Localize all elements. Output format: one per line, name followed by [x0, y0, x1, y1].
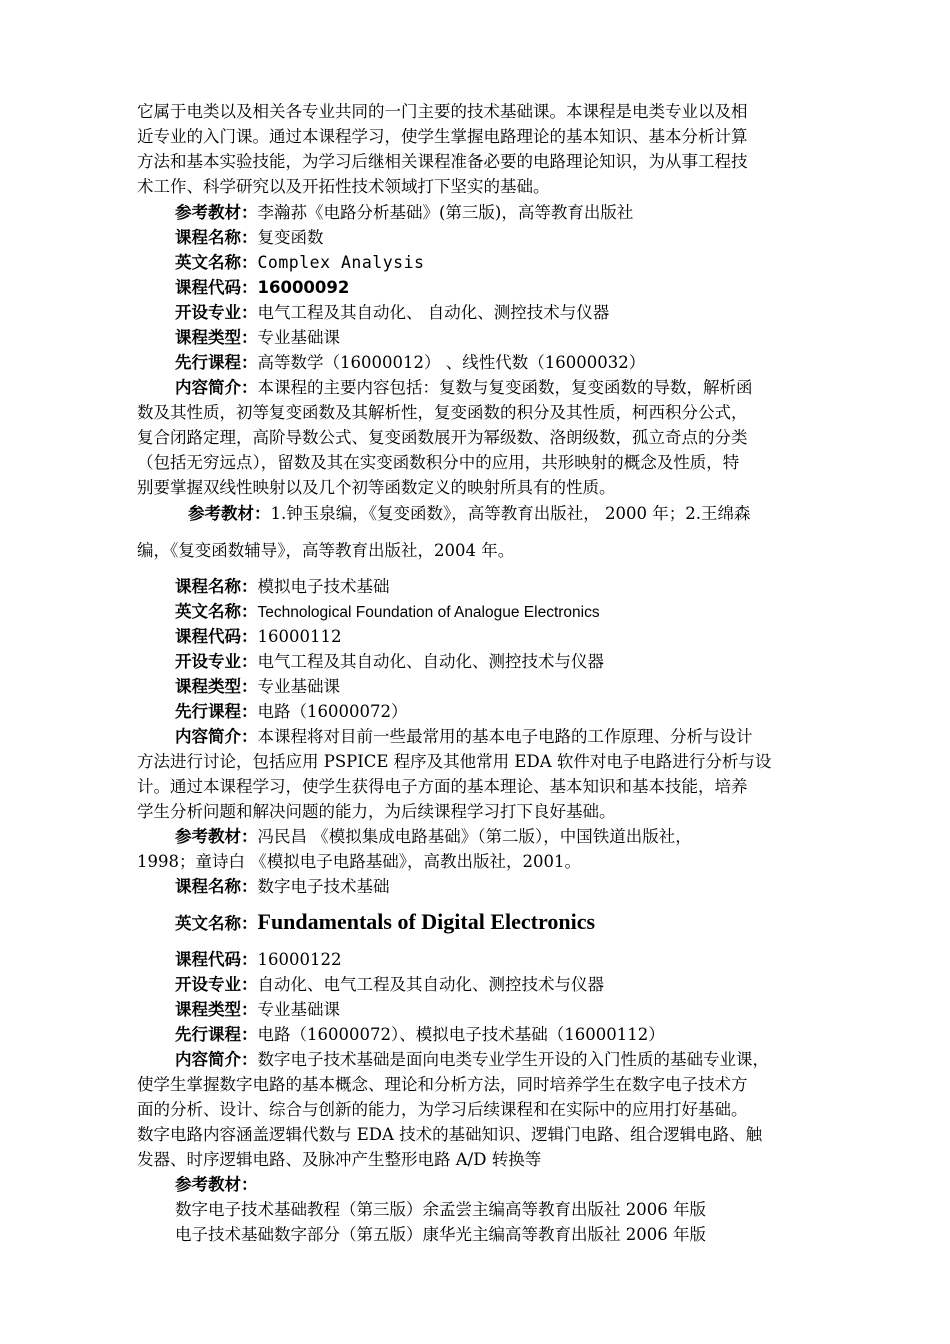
course1-intro-line: 复合闭路定理，高阶导数公式、复变函数展开为幂级数、洛朗级数，孤立奇点的分类	[137, 428, 748, 447]
course1-name-row	[175, 226, 915, 250]
field-label: 内容简介：	[175, 1050, 258, 1069]
field-label: 先行课程：	[175, 702, 258, 721]
course2-intro-row	[175, 725, 915, 749]
course3-intro-row	[175, 1048, 915, 1072]
course-type: 专业基础课	[257, 677, 340, 696]
intro-line: 方法和基本实验技能，为学习后继相关课程准备必要的电路理论知识，为从事工程技	[137, 152, 748, 171]
course3-name-row	[175, 875, 915, 899]
course1-code-row	[175, 276, 915, 300]
course1-prereq-row	[175, 351, 915, 375]
field-label: 课程名称：	[175, 228, 258, 247]
intro-line: 它属于电类以及相关各专业共同的一门主要的技术基础课。本课程是电类专业以及相	[137, 102, 748, 121]
course-english-name: Technological Foundation of Analogue Electronics	[257, 604, 600, 621]
course1-ref-line: 编，《复变函数辅导》，高等教育出版社，2004 年。	[137, 541, 515, 560]
intro-line: 近专业的入门课。通过本课程学习，使学生掌握电路理论的基本知识、基本分析计算	[137, 127, 748, 146]
field-label: 课程代码：	[175, 627, 258, 646]
course-major: 电气工程及其自动化、 自动化、测控技术与仪器	[257, 303, 610, 322]
field-label: 课程类型：	[175, 1000, 258, 1019]
course-name: 数字电子技术基础	[257, 877, 390, 896]
course3-code-row	[175, 948, 915, 972]
field-label: 英文名称：	[175, 602, 258, 621]
course3-intro-line: 面的分析、设计、综合与创新的能力，为学习后续课程和在实际中的应用打好基础。	[137, 1100, 748, 1119]
course-english-name: Complex Analysis	[257, 253, 425, 272]
course3-ref-line: 电子技术基础数字部分（第五版）康华光主编高等教育出版社 2006 年版	[175, 1225, 706, 1244]
course3-en-row	[175, 908, 915, 938]
course3-prereq-row	[175, 1023, 915, 1047]
course2-type-row	[175, 675, 915, 699]
course2-name-row	[175, 575, 915, 599]
course-intro-text: 数字电子技术基础是面向电类专业学生开设的入门性质的基础专业课，	[257, 1050, 769, 1069]
course1-major-row	[175, 301, 915, 325]
field-label: 先行课程：	[175, 1025, 258, 1044]
course-major: 电气工程及其自动化、自动化、测控技术与仪器	[257, 652, 604, 671]
course2-major-row	[175, 650, 915, 674]
course-major: 自动化、电气工程及其自动化、测控技术与仪器	[257, 975, 604, 994]
field-label: 课程代码：	[175, 278, 258, 297]
course2-code-row	[175, 625, 915, 649]
course1-intro-row	[175, 376, 915, 400]
course2-intro-line: 学生分析问题和解决问题的能力，为后续课程学习打下良好基础。	[137, 802, 616, 821]
course3-intro-line: 数字电路内容涵盖逻辑代数与 EDA 技术的基础知识、逻辑门电路、组合逻辑电路、触	[137, 1125, 763, 1144]
field-label: 英文名称：	[175, 914, 258, 933]
course-prereq: 电路（16000072）、模拟电子技术基础（16000112）	[257, 1025, 665, 1044]
course-prereq: 电路（16000072）	[257, 702, 408, 721]
intro-line: 术工作、科学研究以及开拓性技术领域打下坚实的基础。	[137, 177, 550, 196]
course-type: 专业基础课	[257, 328, 340, 347]
course2-ref-row	[175, 825, 915, 849]
field-label: 开设专业：	[175, 975, 258, 994]
course2-ref-line: 1998；童诗白 《模拟电子电路基础》，高教出版社，2001。	[137, 852, 581, 871]
field-label: 内容简介：	[175, 378, 258, 397]
course3-ref-label-row	[175, 1173, 915, 1197]
course-name: 复变函数	[257, 228, 324, 247]
field-label: 课程名称：	[175, 877, 258, 896]
field-label: 参考教材：	[188, 504, 271, 523]
course-intro-text: 本课程将对目前一些最常用的基本电子电路的工作原理、分析与设计	[257, 727, 753, 746]
course-type: 专业基础课	[257, 1000, 340, 1019]
field-label: 参考教材：	[175, 1175, 258, 1194]
course3-type-row	[175, 998, 915, 1022]
course-name: 模拟电子技术基础	[257, 577, 390, 596]
course2-prereq-row	[175, 700, 915, 724]
course-prereq: 高等数学（16000012） 、线性代数（16000032）	[257, 353, 646, 372]
course1-type-row	[175, 326, 915, 350]
course-reference: 冯民昌 《模拟集成电路基础》（第二版），中国铁道出版社，	[257, 827, 692, 846]
field-label: 参考教材：	[175, 203, 258, 222]
course1-intro-line: 数及其性质，初等复变函数及其解析性，复变函数的积分及其性质，柯西积分公式，	[137, 403, 748, 422]
intro-reference	[175, 201, 915, 225]
field-label: 课程名称：	[175, 577, 258, 596]
course3-intro-line: 发器、时序逻辑电路、及脉冲产生整形电路 A/D 转换等	[137, 1150, 542, 1169]
course1-intro-line: 别要掌握双线性映射以及几个初等函数定义的映射所具有的性质。	[137, 478, 616, 497]
field-label: 先行课程：	[175, 353, 258, 372]
course2-en-row	[175, 600, 915, 625]
field-value: 李瀚荪《电路分析基础》(第三版)，高等教育出版社	[257, 203, 634, 222]
field-label: 课程类型：	[175, 328, 258, 347]
field-label: 参考教材：	[175, 827, 258, 846]
field-label: 开设专业：	[175, 303, 258, 322]
course1-en-row	[175, 251, 915, 275]
course1-intro-line: （包括无穷远点），留数及其在实变函数积分中的应用，共形映射的概念及性质，特	[137, 453, 740, 472]
course-reference: 1.钟玉泉编，《复变函数》，高等教育出版社， 2000 年；2.王绵森	[270, 504, 751, 523]
course2-intro-line: 方法进行讨论，包括应用 PSPICE 程序及其他常用 EDA 软件对电子电路进行分析与设	[137, 752, 772, 771]
field-label: 英文名称：	[175, 253, 258, 272]
field-label: 课程类型：	[175, 677, 258, 696]
course-code: 16000112	[257, 627, 342, 646]
course2-intro-line: 计。通过本课程学习，使学生获得电子方面的基本理论、基本知识和基本技能，培养	[137, 777, 748, 796]
course3-ref-line: 数字电子技术基础教程（第三版）余孟尝主编高等教育出版社 2006 年版	[175, 1200, 706, 1219]
course3-intro-line: 使学生掌握数字电路的基本概念、理论和分析方法，同时培养学生在数字电子技术方	[137, 1075, 748, 1094]
field-label: 内容简介：	[175, 727, 258, 746]
course1-ref-row	[188, 502, 928, 526]
course3-major-row	[175, 973, 915, 997]
course-code: 16000122	[257, 950, 342, 969]
field-label: 课程代码：	[175, 950, 258, 969]
course-intro-text: 本课程的主要内容包括：复数与复变函数，复变函数的导数，解析函	[257, 378, 753, 397]
course-english-name: Fundamentals of Digital Electronics	[257, 909, 596, 934]
course-code: 16000092	[257, 278, 350, 297]
field-label: 开设专业：	[175, 652, 258, 671]
